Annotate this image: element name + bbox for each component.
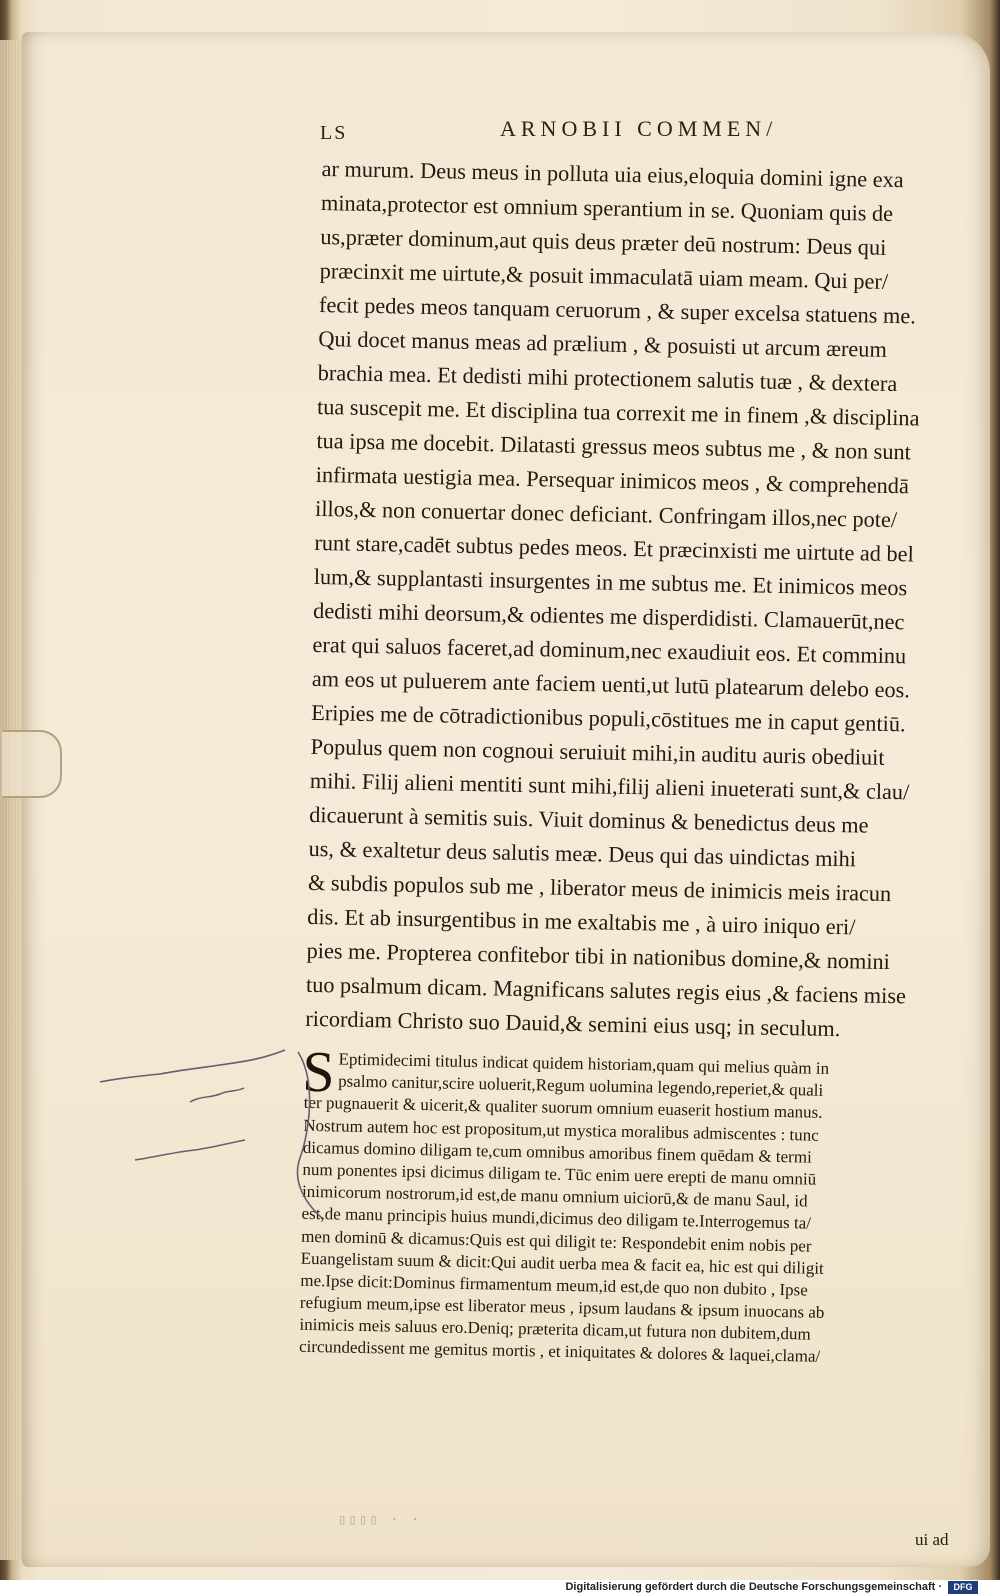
dfg-logo: DFG	[948, 1581, 978, 1594]
text-line: erat qui saluos faceret,ad dominum,nec exaudiuit eos. Et comminu	[312, 631, 907, 669]
commentary-line: me.Ipse dicit:Dominus firmamentum meum,id est,de quo non dubito , Ipse	[300, 1270, 808, 1300]
folio-number: LS	[320, 122, 348, 144]
text-line: runt stare,cadēt subtus pedes meos. Et præcinxisti me uirtute ad bel	[314, 529, 915, 567]
text-block	[299, 152, 962, 1371]
text-line: & subdis populos sub me , liberator meus de inimicis meis iracun	[307, 869, 892, 907]
text-line: infirmata uestigia mea. Persequar inimicos meos , & comprehendā	[315, 461, 910, 499]
text-line: us,præter dominum,aut quis deus præter deū nostrum: Deus qui	[320, 223, 887, 260]
page-header	[320, 116, 960, 146]
faint-stamp: ▯▯▯▯ · ·	[338, 1512, 422, 1528]
footer-bar	[0, 1580, 1000, 1596]
commentary-line: est,de manu principis huius mundi,dicimus deo diligam te.Interrogemus ta/	[301, 1204, 812, 1233]
commentary-line: men dominū & dicamus:Quis est qui diligit te: Respondebit enim nobis per	[301, 1226, 812, 1256]
text-line: tuo psalmum dicam. Magnificans salutes regis eius ,& faciens mise	[305, 971, 907, 1009]
text-line: mihi. Filij alieni mentiti sunt mihi,filij alieni inueterati sunt,& clau/	[309, 767, 910, 805]
text-line: minata,protector est omnium sperantium in se. Quoniam quis de	[320, 189, 894, 226]
text-line: brachia mea. Et dedisti mihi protectionem salutis tuæ , & dextera	[317, 359, 898, 397]
text-line: Eripies me de cōtradictionibus populi,cōstitues me in caput gentiū.	[310, 699, 906, 737]
text-line: dedisti mihi deorsum,& odientes me disperdidisti. Clamauerūt,nec	[312, 597, 905, 635]
text-line: præcinxit me uirtute,& posuit immaculatā uiam meam. Qui per/	[319, 257, 889, 294]
marginal-note-stroke	[190, 1088, 244, 1102]
text-line: lum,& supplantasti insurgentes in me subtus me. Et inimicos meos	[313, 563, 908, 601]
commentary-line: refugium meum,ipse est liberator meus , ipsum laudans & ipsum inuocans ab	[299, 1292, 825, 1322]
drop-cap: S	[301, 1038, 336, 1105]
text-line: ar murum. Deus meus in polluta uia eius,eloquia domini igne exa	[321, 155, 904, 193]
text-line: tua suscepit me. Et disciplina tua correxit me in finem ,& disciplina	[316, 393, 920, 431]
text-line: dicauerunt à semitis suis. Viuit dominus & benedictus deus me	[309, 801, 869, 838]
commentary-line: ter pugnauerit & uicerit,& qualiter suorum omnium euaserit hostium manus.	[303, 1093, 823, 1123]
catchword: ui ad	[915, 1530, 949, 1549]
text-line: Qui docet manus meas ad prælium , & posuisti ut arcum æreum	[318, 325, 888, 362]
commentary-line: dicamus domino diligam te,cum omnibus amoribus finem quēdam & termi	[302, 1137, 812, 1167]
commentary-line: Euangelistam suum & dicit:Qui audit uerba mea & facit ea, hic est qui diligit	[300, 1248, 824, 1278]
commentary-block	[298, 1038, 945, 1371]
ribbon-tab	[2, 730, 62, 798]
commentary-line: Eptimidecimi titulus indicat quidem historiam,quam qui melius quàm in	[338, 1049, 830, 1078]
commentary-line: inimicis meis saluus ero.Deniq; præterita dicam,ut futura non dubitem,dum	[299, 1315, 811, 1344]
commentary-line: psalmo canitur,scire uoluerit,Regum uolumina legendo,reperiet,& quali	[337, 1071, 824, 1100]
marginal-note-stroke	[100, 1050, 285, 1082]
marginal-bracket	[297, 1052, 322, 1218]
text-line: am eos ut puluerem ante faciem uenti,ut lutū platearum delebo eos.	[311, 665, 911, 703]
commentary-line: circundedissent me gemitus mortis , et iniquitates & dolores & laquei,clama/	[298, 1337, 821, 1367]
running-head: ARNOBII COMMEN/	[500, 116, 778, 141]
text-line: Populus quem non cognoui seruiuit mihi,in auditu auris obediuit	[310, 733, 885, 770]
text-line: us, & exaltetur deus salutis meæ. Deus qui das uindictas mihi	[308, 835, 857, 872]
funding-credit: Digitalisierung gefördert durch die Deutsche Forschungsgemeinschaft ·	[565, 1581, 942, 1593]
text-line: illos,& non conuertar donec deficiant. Confringam illos,nec pote/	[314, 495, 898, 533]
commentary-line: num ponentes ipsi dicimus diligam te. Tūc enim uere erepti de manu omniū	[302, 1159, 817, 1189]
marginal-note-stroke	[135, 1140, 245, 1160]
text-line: tua ipsa me docebit. Dilatasti gressus meos subtus me , & non sunt	[316, 427, 912, 465]
text-line: ricordiam Christo suo Dauid,& semini eius usq; in seculum.	[305, 1005, 841, 1042]
psalm-text	[305, 152, 962, 1048]
text-line: dis. Et ab insurgentibus in me exaltabis me , à uiro iniquo eri/	[307, 903, 856, 940]
commentary-line: Nostrum autem hoc est propositum,ut mystica moralibus admiscentes : tunc	[303, 1115, 819, 1145]
text-line: pies me. Propterea confitebor tibi in nationibus domine,& nomini	[306, 937, 891, 975]
text-line: fecit pedes meos tanquam ceruorum , & super excelsa statuens me.	[318, 291, 917, 329]
commentary-line: inimicorum nostrorum,id est,de manu omnium uiciorū,& de manu Saul, id	[301, 1181, 808, 1211]
handwritten-marginalia	[60, 1040, 330, 1220]
